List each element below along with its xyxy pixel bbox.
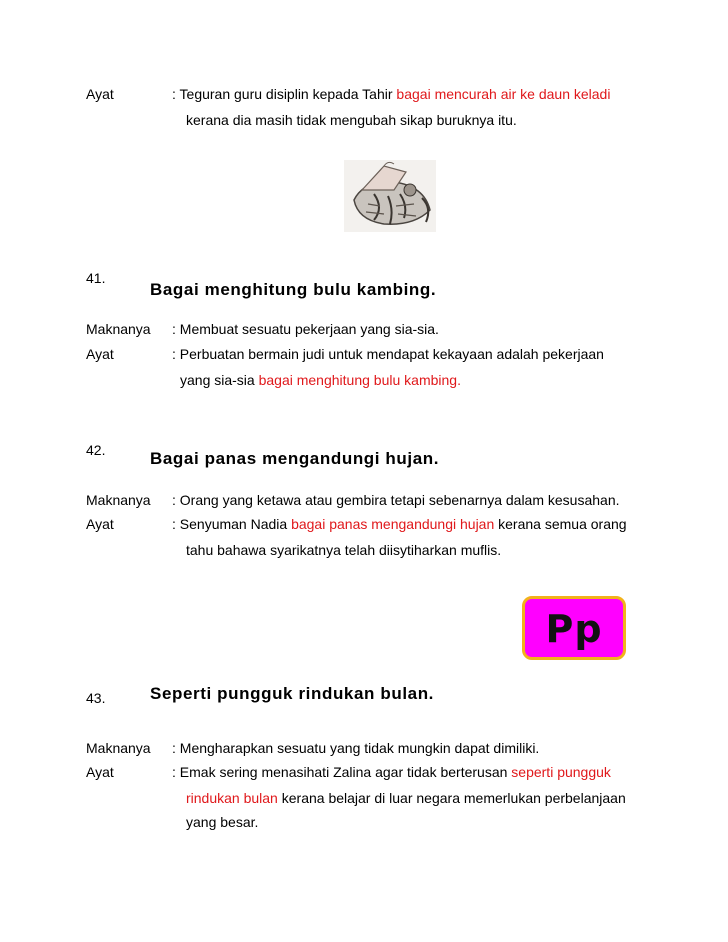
entry42-peribahasa: bagai panas mengandungi hujan	[291, 516, 495, 532]
entry42-ayat-line1	[172, 516, 627, 532]
entry41-title: Bagai menghitung bulu kambing.	[150, 280, 437, 299]
entry43-ayat-suffix: kerana belajar di luar negara memerlukan perbelanjaan	[277, 790, 626, 806]
entry43-peribahasa-part2: rindukan bulan	[186, 790, 278, 806]
entry42-maknanya-label: Maknanya	[86, 492, 151, 508]
entry43-peribahasa-part1: seperti pungguk	[511, 764, 611, 780]
entry43-number: 43.	[86, 690, 106, 706]
entry40-ayat-line1	[172, 86, 610, 102]
entry41-maknanya-text: : Membuat sesuatu pekerjaan yang sia-sia.	[172, 321, 439, 337]
entry42-maknanya-text: : Orang yang ketawa atau gembira tetapi sebenarnya dalam kesusahan.	[172, 492, 620, 508]
entry43-maknanya-label: Maknanya	[86, 740, 151, 756]
entry41-ayat-text: yang sia-sia	[180, 372, 259, 388]
entry43-maknanya-text: : Mengharapkan sesuatu yang tidak mungkin dapat dimiliki.	[172, 740, 540, 756]
entry43-ayat-label: Ayat	[86, 764, 114, 780]
entry41-peribahasa: bagai menghitung bulu kambing.	[258, 372, 461, 388]
entry43-ayat-text: : Emak sering menasihati Zalina agar tidak berterusan	[172, 764, 512, 780]
entry41-ayat-line1: : Perbuatan bermain judi untuk mendapat kekayaan adalah pekerjaan	[172, 346, 604, 362]
entry43-title: Seperti pungguk rindukan bulan.	[150, 684, 435, 703]
entry40-peribahasa: bagai mencurah air ke daun keladi	[396, 86, 611, 102]
entry42-ayat-label: Ayat	[86, 516, 114, 532]
entry40-ayat-label: Ayat	[86, 86, 114, 102]
taro-leaf-illustration	[344, 160, 436, 232]
entry41-ayat-line2	[180, 372, 461, 388]
pp-badge-text: Pp	[545, 607, 603, 651]
entry42-ayat-line2: tahu bahawa syarikatnya telah diisytiharkan muflis.	[186, 542, 502, 558]
entry43-ayat-line1	[172, 764, 611, 780]
entry42-ayat-text: : Senyuman Nadia	[172, 516, 292, 532]
entry41-maknanya-label: Maknanya	[86, 321, 151, 337]
entry41-ayat-label: Ayat	[86, 346, 114, 362]
entry40-ayat-line2: kerana dia masih tidak mengubah sikap buruknya itu.	[186, 112, 517, 128]
entry42-ayat-suffix: kerana semua orang	[494, 516, 627, 532]
entry43-ayat-line2	[186, 790, 626, 806]
entry43-ayat-line3: yang besar.	[186, 814, 259, 830]
pp-badge	[522, 596, 626, 660]
entry42-title: Bagai panas mengandungi hujan.	[150, 449, 440, 468]
entry41-number: 41.	[86, 270, 106, 286]
entry40-ayat-text: : Teguran guru disiplin kepada Tahir	[172, 86, 397, 102]
entry42-number: 42.	[86, 442, 106, 458]
